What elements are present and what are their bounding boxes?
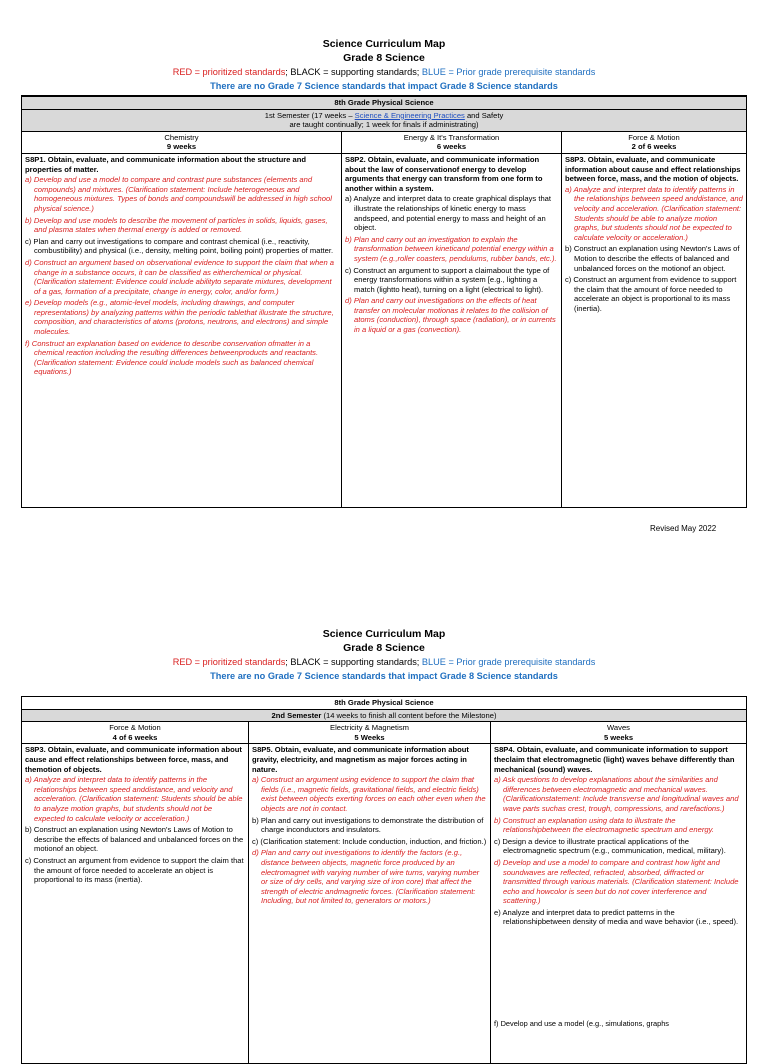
- color-legend: [0, 655, 768, 669]
- column-name: Chemistry: [164, 132, 199, 142]
- column-duration: 4 of 6 weeks: [112, 732, 158, 742]
- element-item: b) Construct an explanation using Newton's Laws of Motion to describe the effects of balanced and unbalanced forces on the motionof an object.: [565, 244, 740, 273]
- element-item: a) Develop and use a model to compare and contrast pure substances (elements and compounds) and mixtures. (Clarification statement: Include heterogeneous and homogeneous mixtures. Types of bonds and compoundswill be addressed in high school physical science.): [25, 175, 332, 213]
- element-item: a) Construct an argument using evidence to support the claim that fields (i.e., magnetic fields, gravitational fields, and electric fields) exist between objects exerting forces on each other even when the objects are not in contact.: [252, 775, 486, 813]
- page-header: [0, 627, 768, 683]
- element-item: a) Analyze and interpret data to create graphical displays that illustrate the relationships of kinetic energy to mass andspeed, and potential energy to mass and height of an object.: [345, 194, 551, 233]
- element-item: a) Ask questions to develop explanations about the similarities and differences between electromagnetic and mechanical waves. (Clarificationstatement: Include transverse and longitudinal waves and wave parts suchas crest, trough, compressions, and rarefactions.): [494, 775, 739, 813]
- standard-heading: S8P4. Obtain, evaluate, and communicate information to support theclaim that electromagnetic (light) waves behave differently than mechanical (sound) waves.: [494, 745, 735, 774]
- column-header-energy: [342, 131, 562, 153]
- standard-cell-s8p2: [342, 153, 562, 507]
- element-item: b) Plan and carry out investigations to demonstrate the distribution of charge inconductors and insulators.: [252, 815, 484, 835]
- element-item: e) Analyze and interpret data to predict patterns in the relationshipbetween density of media and wave behavior (i.e., speed).: [494, 907, 739, 927]
- standard-heading: S8P1. Obtain, evaluate, and communicate information about the structure and properties of matter.: [25, 154, 307, 174]
- column-name: Waves: [607, 723, 630, 733]
- grade7-note: There are no Grade 7 Science standards that impact Grade 8 Science standards: [210, 671, 558, 681]
- element-item: d) Plan and carry out investigations on the effects of heat transfer on molecular motionas it relates to the collision of atoms (conduction), through space (radiation), or in currents in a liquid or a gas (convection).: [345, 296, 556, 335]
- grade7-note: There are no Grade 7 Science standards that impact Grade 8 Science standards: [210, 81, 558, 91]
- element-item: c) Plan and carry out investigations to compare and contrast chemical (i.e., reactivity, combustibility) and physical (i.e., density, melting point, boiling point) properties of matter.: [25, 236, 334, 256]
- course-title: 8th Grade Physical Science: [334, 698, 434, 707]
- course-title-row: [22, 697, 747, 710]
- column-duration: 2 of 6 weeks: [631, 142, 677, 152]
- page-title: Science Curriculum Map: [322, 38, 446, 50]
- column-duration: 9 weeks: [166, 142, 197, 152]
- column-duration: 6 weeks: [436, 142, 467, 152]
- page-header: [0, 37, 768, 93]
- course-title: 8th Grade Physical Science: [334, 98, 434, 107]
- legend-red: RED = prioritized standards: [172, 657, 286, 667]
- element-item: a) Analyze and interpret data to identify patterns in the relationships between speed anddistance, and velocity and acceleration. (Clarification statement: Students should be able to analyze motion graphs, but students should not be expected to calculate velocity or acceleration.): [565, 184, 743, 242]
- legend-blue: BLUE = Prior grade prerequisite standards: [421, 657, 596, 667]
- column-header-force: [22, 722, 249, 744]
- element-item: a) Analyze and interpret data to identify patterns in the relationships between speed anddistance, and velocity and acceleration. (Clarification statement: Students should be able to analyze motion graphs, but students should not be expected to calculate velocity or acceleration.): [25, 775, 243, 823]
- element-item: c) Construct an argument from evidence to support the claim that the amount of force needed to accelerate an object is proportional to its mass (inertia).: [25, 855, 244, 885]
- semester-label: 2nd Semester: [271, 710, 322, 720]
- column-duration: 5 weeks: [603, 732, 634, 742]
- semester-row: [22, 109, 747, 131]
- element-item: c) (Clarification statement: Include conduction, induction, and friction.): [252, 836, 487, 846]
- element-item: d) Construct an argument based on observational evidence to support the claim that when a change in a substance occurs, it can be classified as eitherchemical or physical. (Clarification statement: Evidence could include abilityto separate mixtures, development of a gas, formation of a precipitate, change in energy, color, and/or form.): [25, 257, 334, 296]
- column-name: Electricity & Magnetism: [330, 723, 409, 733]
- legend-black: ; BLACK = supporting standards;: [285, 67, 422, 77]
- color-legend: [0, 65, 768, 79]
- semester-row: [22, 709, 747, 722]
- revision-date: Revised May 2022: [650, 524, 717, 533]
- column-name: Force & Motion: [109, 723, 161, 733]
- column-duration: 5 Weeks: [354, 732, 385, 742]
- sep-link[interactable]: Science & Engineering Practices: [354, 110, 465, 120]
- legend-black: ; BLACK = supporting standards;: [285, 657, 422, 667]
- course-title-row: [22, 96, 747, 109]
- curriculum-table: [21, 95, 747, 508]
- element-item: b) Plan and carry out an investigation to explain the transformation between kineticand potential energy within a system (e.g.,roller coasters, pendulums, rubber bands, etc.).: [345, 234, 557, 263]
- legend-blue: BLUE = Prior grade prerequisite standards: [421, 67, 596, 77]
- curriculum-table: [21, 696, 747, 1064]
- element-item: c) Design a device to illustrate practical applications of the electromagnetic spectrum (e.g., communication, medical, military).: [494, 836, 726, 856]
- page-subtitle: Grade 8 Science: [343, 642, 425, 654]
- semester-text: (14 weeks to finish all content before the Milestone): [321, 710, 497, 720]
- standard-cell-s8p3: [562, 153, 747, 507]
- element-item: c) Construct an argument to support a claimabout the type of energy transformations within a system [e.g., lighting a match (lightto heat), turning on a light (electrical to light).: [345, 265, 550, 294]
- standard-cell-s8p3: [22, 744, 249, 1064]
- semester-text: 1st Semester (17 weeks –: [264, 110, 355, 120]
- column-header-electricity: [249, 722, 491, 744]
- curriculum-page-2: [0, 590, 768, 927]
- standard-cell-s8p1: [22, 153, 342, 507]
- element-item: d) Develop and use a model to compare and contrast how light and soundwaves are reflected, refracted, absorbed, diffracted or transmitted through various materials. (Clarification statement: Include echo and howcolor is seen but do not cover interference and scattering.): [494, 857, 739, 906]
- element-item: c) Construct an argument from evidence to support the claim that the amount of force needed to accelerate an object is proportional to its mass (inertia).: [565, 275, 737, 313]
- standard-heading: S8P5. Obtain, evaluate, and communicate information about gravity, electricity, and magnetism as major forces acting in nature.: [252, 745, 469, 774]
- element-item: d) Plan and carry out investigations to identify the factors (e.g., distance between objects, magnetic force produced by an electromagnet with varying number of wire turns, varying number or size of dry cells, and varying size of iron core) that affect the strength of electric andmagnetic forces. (Clarification statement: Including, but not limited to, generators or motors.): [252, 848, 480, 906]
- element-item: b) Construct an explanation using Newton's Laws of Motion to describe the effects of balanced and unbalanced forces on the motionof an object.: [25, 825, 244, 854]
- page-title: Science Curriculum Map: [322, 628, 446, 640]
- element-item: e) Develop models (e.g., atomic-level models, including drawings, and computer representations) by analyzing patterns within the periodic tablethat illustrate the structure, composition, and characteristics of atoms (protons, neutrons, and electrons) and simple molecules.: [25, 298, 334, 337]
- standard-heading: S8P2. Obtain, evaluate, and communicate information about the law of conservationof energy to develop arguments that energy can transform from one form to another within a system.: [345, 154, 543, 193]
- semester-text-c: are taught continually; 1 week for finals if administrating): [289, 120, 479, 130]
- element-item: f) Construct an explanation based on evidence to describe conservation ofmatter in a chemical reaction including the resulting differences betweenproducts and reactants. (Clarification statement: Evidence could include models such as balanced chemical equations.): [25, 338, 319, 377]
- column-name: Energy & It's Transformation: [403, 132, 500, 142]
- page-subtitle: Grade 8 Science: [343, 52, 425, 64]
- legend-red: RED = prioritized standards: [172, 67, 286, 77]
- element-item-partial: f) Develop and use a model (e.g., simulations, graphs: [494, 1019, 670, 1028]
- column-header-chemistry: [22, 131, 342, 153]
- column-header-force: [562, 131, 747, 153]
- standard-cell-s8p5: [249, 744, 491, 1064]
- semester-text-b: and Safety: [464, 110, 504, 120]
- element-item: b) Develop and use models to describe the movement of particles in solids, liquids, gases, and plasma states when thermal energy is added or removed.: [25, 215, 328, 235]
- column-header-waves: [491, 722, 747, 744]
- standard-heading: S8P3. Obtain, evaluate, and communicate information about cause and effect relationships between force, mass, and the motion of objects.: [565, 154, 741, 184]
- element-item: b) Construct an explanation using data to illustrate the relationshipbetween the electromagnetic spectrum and energy.: [494, 815, 714, 835]
- standard-cell-s8p4: [491, 744, 747, 1064]
- standard-heading: S8P3. Obtain, evaluate, and communicate information about cause and effect relationships between force, mass, and themotion of objects.: [25, 745, 242, 774]
- column-name: Force & Motion: [628, 132, 680, 142]
